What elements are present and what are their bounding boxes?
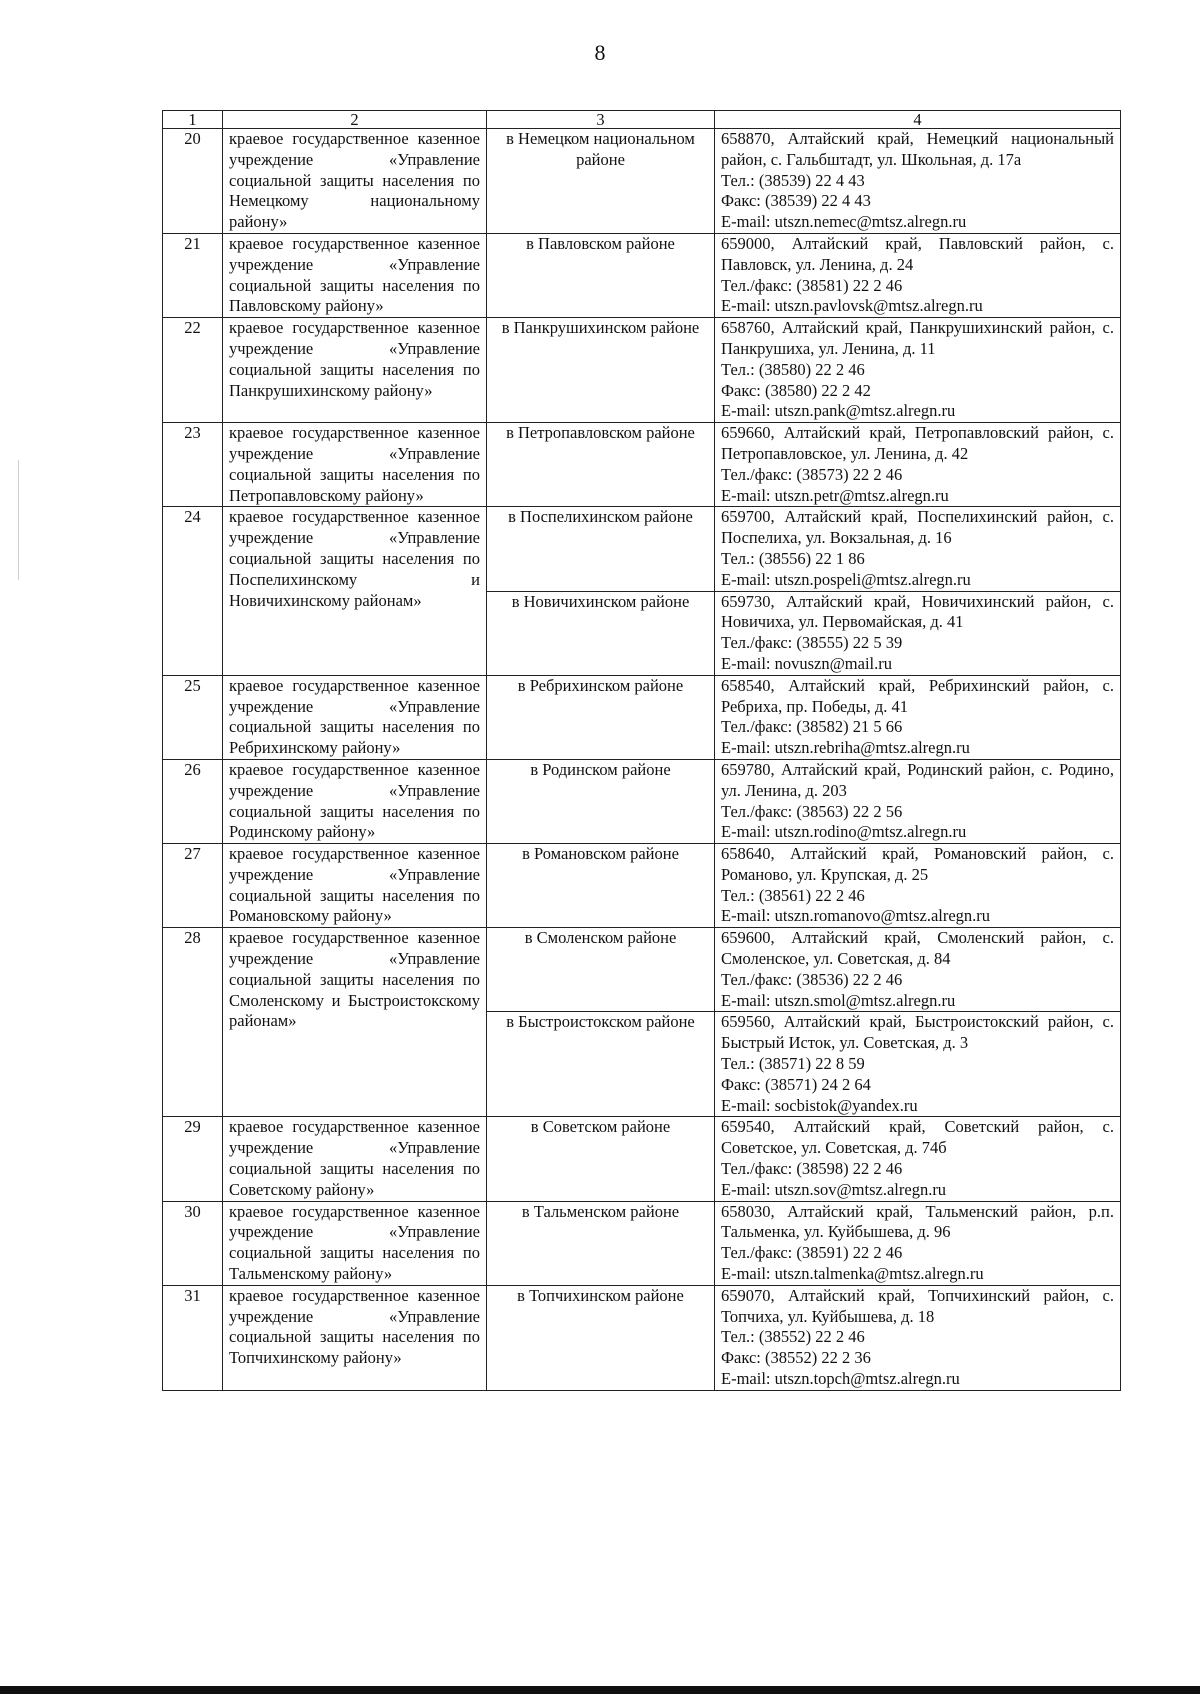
contact-details [715, 591, 1121, 675]
contact-details [715, 507, 1121, 591]
email-line: E-mail: utszn.romanovo@mtsz.alregn.ru [721, 906, 991, 926]
organization-name-text: краевое государственное казенное учреждение «Управление социальной защиты населения по Павловскому району» [229, 233, 480, 316]
fax-line: Тел./факс: (38582) 21 5 66 [721, 717, 903, 737]
contact-details [715, 675, 1121, 759]
row-number: 26 [163, 759, 223, 843]
district-name: в Смоленском районе [487, 928, 715, 1012]
organization-name [223, 233, 487, 317]
organization-name-text: краевое государственное казенное учреждение «Управление социальной защиты населения по Родинскому району» [229, 759, 480, 842]
address-line: 658540, Алтайский край, Ребрихинский район, с. Ребриха, пр. Победы, д. 41 [721, 675, 1114, 716]
address-line: 658760, Алтайский край, Панкрушихинский район, с. Панкрушиха, ул. Ленина, д. 11 [721, 318, 1114, 358]
organization-name [223, 423, 487, 507]
contact-details [715, 233, 1121, 317]
email-line: E-mail: socbistok@yandex.ru [721, 1095, 918, 1115]
address-line: 659600, Алтайский край, Смоленский район, с. Смоленское, ул. Советская, д. 84 [721, 928, 1114, 969]
address-line: 659070, Алтайский край, Топчихинский район, с. Топчиха, ул. Куйбышева, д. 18 [721, 1285, 1114, 1326]
organization-name-text: краевое государственное казенное учреждение «Управление социальной защиты населения по Тальменскому району» [229, 1201, 480, 1284]
contact-details [715, 318, 1121, 423]
organization-name-text: краевое государственное казенное учреждение «Управление социальной защиты населения по Панкрушихинскому району» [229, 318, 480, 400]
address-line: 659000, Алтайский край, Павловский район, с. Павловск, ул. Ленина, д. 24 [721, 233, 1114, 274]
contact-details [715, 423, 1121, 507]
district-name: в Петропавловском районе [487, 423, 715, 507]
fax-line: Тел./факс: (38563) 22 2 56 [721, 801, 903, 821]
fax-line: Тел./факс: (38598) 22 2 46 [721, 1159, 903, 1179]
table-row [163, 423, 1121, 507]
district-name: в Советском районе [487, 1117, 715, 1201]
fax-line: Факс: (38571) 24 2 64 [721, 1074, 871, 1094]
organization-name [223, 928, 487, 1117]
phone-line: Тел.: (38552) 22 2 46 [721, 1327, 865, 1347]
contact-details [715, 1201, 1121, 1285]
scan-margin-mark [18, 460, 19, 580]
district-name: в Родинском районе [487, 759, 715, 843]
organization-name [223, 844, 487, 928]
district-name: в Поспелихинском районе [487, 507, 715, 591]
row-number: 31 [163, 1285, 223, 1390]
organization-name [223, 1201, 487, 1285]
fax-line: Факс: (38539) 22 4 43 [721, 191, 871, 211]
fax-line: Тел./факс: (38591) 22 2 46 [721, 1243, 903, 1263]
column-header-4: 4 [715, 111, 1121, 129]
address-line: 658030, Алтайский край, Тальменский район, р.п. Тальменка, ул. Куйбышева, д. 96 [721, 1201, 1114, 1242]
header-row [163, 111, 1121, 129]
phone-line: Тел.: (38556) 22 1 86 [721, 548, 865, 568]
row-number: 28 [163, 928, 223, 1117]
organization-name-text: краевое государственное казенное учреждение «Управление социальной защиты населения по Смоленскому и Быстроистокскому районам» [229, 928, 480, 1031]
contact-details [715, 1012, 1121, 1117]
email-line: E-mail: utszn.smol@mtsz.alregn.ru [721, 990, 956, 1010]
organization-name [223, 759, 487, 843]
organization-name-text: краевое государственное казенное учреждение «Управление социальной защиты населения по Петропавловскому району» [229, 423, 480, 505]
address-line: 659540, Алтайский край, Советский район, с. Советское, ул. Советская, д. 74б [721, 1117, 1114, 1158]
district-name: в Топчихинском районе [487, 1285, 715, 1390]
organization-name-text: краевое государственное казенное учреждение «Управление социальной защиты населения по Романовскому району» [229, 844, 480, 926]
address-line: 659780, Алтайский край, Родинский район, с. Родино, ул. Ленина, д. 203 [721, 759, 1114, 800]
email-line: E-mail: utszn.pank@mtsz.alregn.ru [721, 401, 956, 421]
organization-name-text: краевое государственное казенное учреждение «Управление социальной защиты населения по Топчихинскому району» [229, 1285, 480, 1368]
contact-details [715, 1285, 1121, 1390]
email-line: E-mail: utszn.nemec@mtsz.alregn.ru [721, 212, 967, 232]
table-row [163, 675, 1121, 759]
table-body [163, 129, 1121, 1391]
phone-line: Тел.: (38580) 22 2 46 [721, 359, 865, 379]
page-number: 8 [594, 40, 606, 65]
district-name: в Панкрушихинском районе [487, 318, 715, 423]
contact-details [715, 928, 1121, 1012]
table-row [163, 318, 1121, 423]
table-header [163, 111, 1121, 129]
email-line: E-mail: utszn.pospeli@mtsz.alregn.ru [721, 569, 971, 589]
table-row [163, 233, 1121, 317]
organization-name [223, 675, 487, 759]
address-line: 659560, Алтайский край, Быстроистокский район, с. Быстрый Исток, ул. Советская, д. 3 [721, 1012, 1114, 1053]
row-number: 20 [163, 129, 223, 234]
phone-line: Тел.: (38571) 22 8 59 [721, 1054, 865, 1074]
address-line: 658640, Алтайский край, Романовский район, с. Романово, ул. Крупская, д. 25 [721, 844, 1114, 884]
fax-line: Тел./факс: (38581) 22 2 46 [721, 275, 903, 295]
contact-details [715, 129, 1121, 234]
institutions-table [162, 110, 1121, 1391]
phone-line: Тел.: (38561) 22 2 46 [721, 885, 865, 905]
fax-line: Факс: (38552) 22 2 36 [721, 1348, 871, 1368]
table-row [163, 507, 1121, 591]
row-number: 23 [163, 423, 223, 507]
district-name: в Новичихинском районе [487, 591, 715, 675]
fax-line: Тел./факс: (38555) 22 5 39 [721, 633, 903, 653]
address-line: 659660, Алтайский край, Петропавловский район, с. Петропавловское, ул. Ленина, д. 42 [721, 423, 1114, 463]
organization-name-text: краевое государственное казенное учреждение «Управление социальной защиты населения по Немецкому национальному району» [229, 129, 480, 232]
row-number: 29 [163, 1117, 223, 1201]
table-row [163, 1201, 1121, 1285]
address-line: 659730, Алтайский край, Новичихинский район, с. Новичиха, ул. Первомайская, д. 41 [721, 591, 1114, 632]
email-line: E-mail: utszn.rodino@mtsz.alregn.ru [721, 822, 967, 842]
row-number: 21 [163, 233, 223, 317]
district-name: в Павловском районе [487, 233, 715, 317]
fax-line: Тел./факс: (38536) 22 2 46 [721, 969, 903, 989]
table-row [163, 844, 1121, 928]
table-row [163, 759, 1121, 843]
address-line: 659700, Алтайский край, Поспелихинский район, с. Поспелиха, ул. Вокзальная, д. 16 [721, 507, 1114, 548]
district-name: в Романовском районе [487, 844, 715, 928]
table-row [163, 1285, 1121, 1390]
organization-name [223, 129, 487, 234]
column-header-2: 2 [223, 111, 487, 129]
district-name: в Немецком национальном районе [487, 129, 715, 234]
column-header-3: 3 [487, 111, 715, 129]
column-header-1: 1 [163, 111, 223, 129]
organization-name-text: краевое государственное казенное учреждение «Управление социальной защиты населения по Поспелихинскому и Новичихинскому районам» [229, 507, 480, 610]
table-row [163, 129, 1121, 234]
organization-name [223, 507, 487, 675]
organization-name-text: краевое государственное казенное учреждение «Управление социальной защиты населения по Советскому району» [229, 1117, 480, 1199]
scan-edge-bar [0, 1686, 1200, 1694]
row-number: 30 [163, 1201, 223, 1285]
email-line: E-mail: utszn.pavlovsk@mtsz.alregn.ru [721, 296, 983, 316]
email-line: E-mail: utszn.petr@mtsz.alregn.ru [721, 485, 949, 505]
email-line: E-mail: utszn.talmenka@mtsz.alregn.ru [721, 1264, 984, 1284]
organization-name [223, 1285, 487, 1390]
contact-details [715, 844, 1121, 928]
row-number: 22 [163, 318, 223, 423]
row-number: 25 [163, 675, 223, 759]
address-line: 658870, Алтайский край, Немецкий национальный район, с. Гальбштадт, ул. Школьная, д. 17а [721, 129, 1114, 169]
district-name: в Быстроистокском районе [487, 1012, 715, 1117]
organization-name [223, 1117, 487, 1201]
table-row [163, 928, 1121, 1012]
table-row [163, 1117, 1121, 1201]
organization-name-text: краевое государственное казенное учреждение «Управление социальной защиты населения по Ребрихинскому району» [229, 675, 480, 758]
email-line: E-mail: utszn.rebriha@mtsz.alregn.ru [721, 738, 970, 758]
row-number: 24 [163, 507, 223, 675]
district-name: в Ребрихинском районе [487, 675, 715, 759]
fax-line: Тел./факс: (38573) 22 2 46 [721, 464, 903, 484]
organization-name [223, 318, 487, 423]
email-line: E-mail: utszn.topch@mtsz.alregn.ru [721, 1369, 960, 1389]
email-line: E-mail: novuszn@mail.ru [721, 653, 892, 673]
phone-line: Тел.: (38539) 22 4 43 [721, 170, 865, 190]
contact-details [715, 1117, 1121, 1201]
email-line: E-mail: utszn.sov@mtsz.alregn.ru [721, 1179, 947, 1199]
row-number: 27 [163, 844, 223, 928]
fax-line: Факс: (38580) 22 2 42 [721, 380, 871, 400]
district-name: в Тальменском районе [487, 1201, 715, 1285]
contact-details [715, 759, 1121, 843]
